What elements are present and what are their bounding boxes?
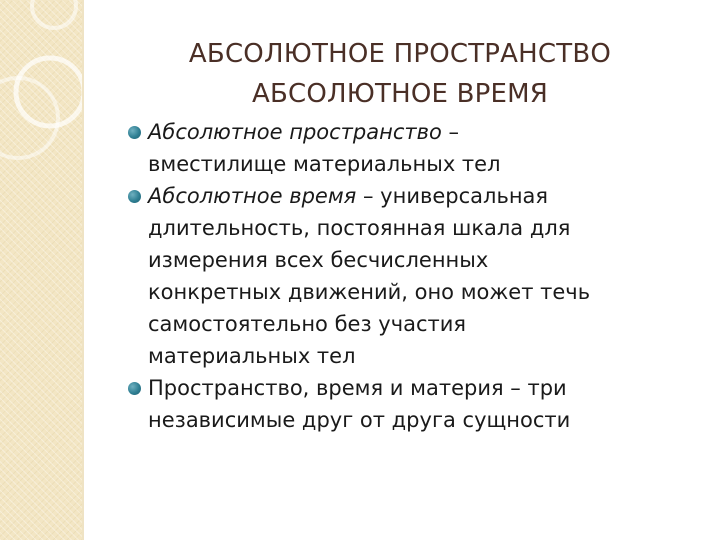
bullet-item xyxy=(128,116,688,180)
bullet-text: вместилище материальных тел xyxy=(148,152,501,176)
bullet-text: самостоятельно без участия xyxy=(148,312,467,336)
bullet-icon xyxy=(128,190,141,203)
bullet-text: материальных тел xyxy=(148,344,356,368)
sidebar-divider xyxy=(82,0,84,540)
bullet-text: – xyxy=(441,120,460,144)
bullet-term: Абсолютное пространство xyxy=(148,120,442,144)
decorative-sidebar xyxy=(0,0,82,540)
bullet-text: – универсальная xyxy=(356,184,549,208)
title-line: АБСОЛЮТНОЕ ВРЕМЯ xyxy=(251,79,549,109)
bullet-text: конкретных движений, оно может течь xyxy=(148,280,591,304)
bullet-text: измерения всех бесчисленных xyxy=(148,248,489,272)
bullet-term: Абсолютное время xyxy=(148,184,357,208)
slide-title xyxy=(120,34,680,114)
title-line: АБСОЛЮТНОЕ ПРОСТРАНСТВО xyxy=(188,39,612,69)
bullet-icon xyxy=(128,126,141,139)
bullet-list xyxy=(128,116,688,436)
decorative-circles-icon xyxy=(0,0,82,200)
bullet-icon xyxy=(128,382,141,395)
bullet-text: независимые друг от друга сущности xyxy=(148,408,571,432)
bullet-text: длительность, постоянная шкала для xyxy=(148,216,571,240)
bullet-text: Пространство, время и материя – три xyxy=(148,376,567,400)
bullet-item xyxy=(128,180,688,372)
bullet-item xyxy=(128,372,688,436)
